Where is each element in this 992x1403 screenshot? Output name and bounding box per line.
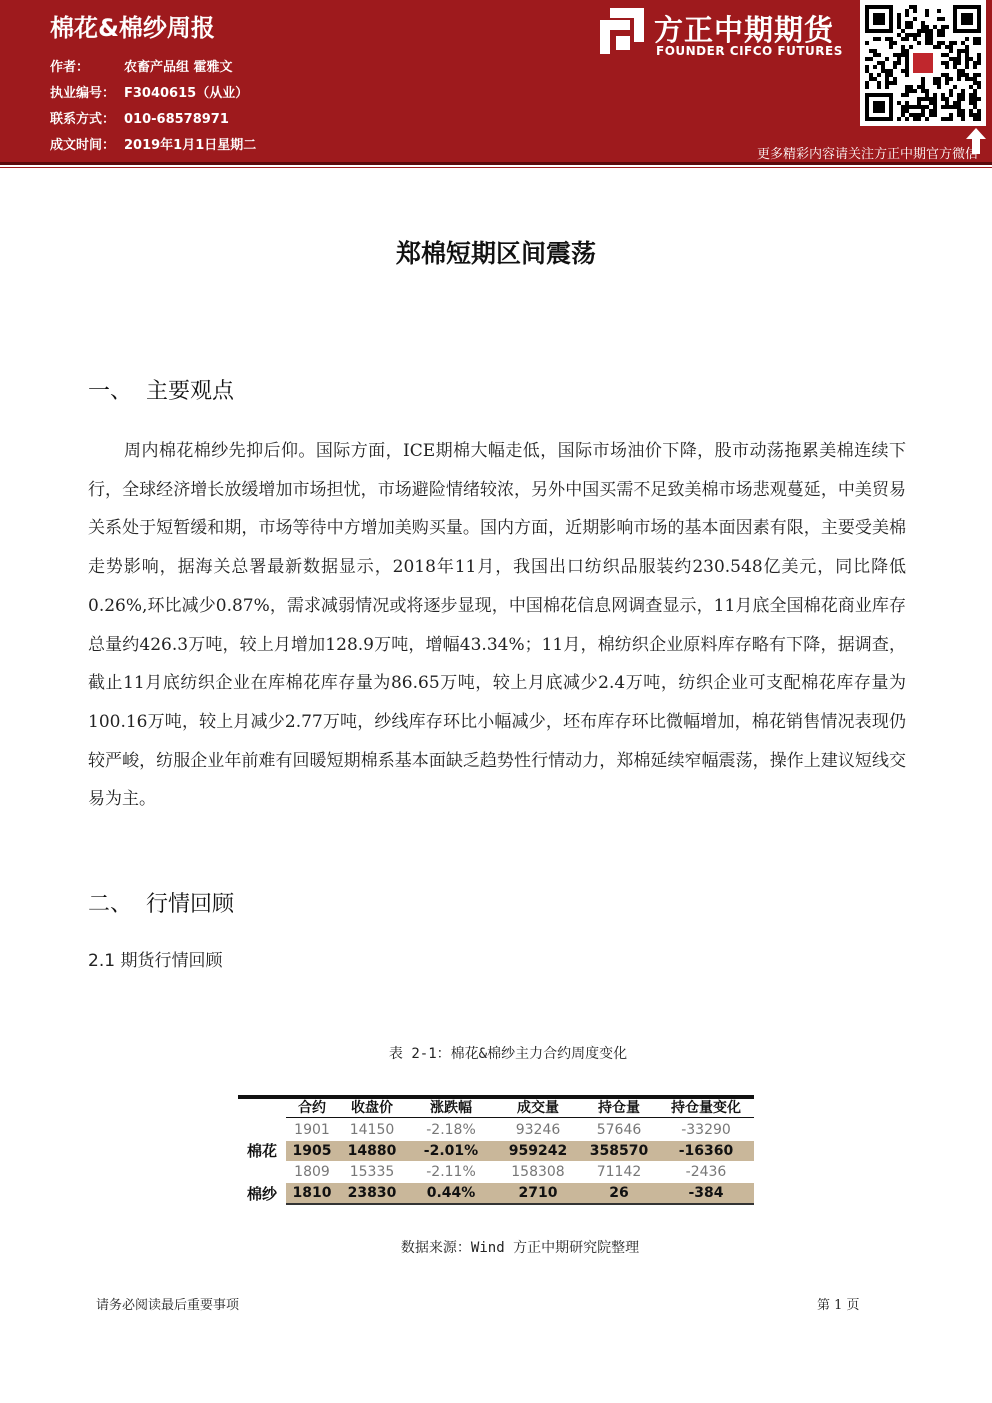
- table-cell: 15335: [349, 1164, 395, 1180]
- author-value: 农畜产品组 霍雅文: [124, 60, 233, 75]
- table-cell: 358570: [589, 1143, 649, 1159]
- main-views-paragraph: 周内棉花棉纱先抑后仰。国际方面，ICE期棉大幅走低，国际市场油价下降，股市动荡拖累美棉连续下行，全球经济增长放缓增加市场担忧，市场避险情绪较浓，另外中国买需不足致美棉市场悲观蔓延，中美贸易关系处于短暂缓和期，市场等待中方增加美购买量。国内方面，近期影响市场的基本面因素有限，主要受美棉走势影响，据海关总署最新数据显示，2018年11月，我国出口纺织品服装约230.548亿美元，同比降低0.26%,环比减少0.87%，需求减弱情况或将逐步显现，中国棉花信息网调查显示，11月底全国棉花商业库存总量约426.3万吨，较上月增加128.9万吨，增幅43.34%；11月，棉纺织企业原料库存略有下降，据调查，截止11月底纺织企业在库棉花库存量为86.65万吨，较上月底减少2.4万吨，纺织企业可支配棉花库存量为100.16万吨，较上月减少2.77万吨，纱线库存环比小幅减少，坯布库存环比微幅增加，棉花销售情况表现仍较严峻，纺服企业年前难有回暖短期棉系基本面缺乏趋势性行情动力，郑棉延续窄幅震荡，操作上建议短线交易为主。: [88, 441, 906, 810]
- table-header-rule: [286, 1117, 754, 1118]
- subsection-heading-futures-review: 2.1 期货行情回顾: [88, 951, 223, 971]
- section-title: 行情回顾: [146, 892, 235, 917]
- contact-line: [50, 108, 229, 127]
- table-cell: -33290: [681, 1122, 731, 1138]
- follow-wechat-text: 更多精彩内容请关注方正中期官方微信: [756, 147, 978, 162]
- table-header-cell: 持仓量: [598, 1100, 640, 1116]
- table-caption: 表 2-1：棉花&棉纱主力合约周度变化: [388, 1046, 628, 1062]
- report-type-title: 棉花&棉纱周报: [50, 14, 215, 42]
- table-cell: -2.01%: [423, 1143, 479, 1159]
- section-number: 一、: [88, 379, 133, 404]
- table-cell: 0.44%: [426, 1185, 476, 1201]
- table-cell: 1809: [294, 1164, 330, 1180]
- table-row: [286, 1162, 754, 1182]
- table-cell: 93246: [515, 1122, 561, 1138]
- table-cell: -384: [688, 1185, 724, 1201]
- table-cell: 26: [609, 1185, 629, 1201]
- table-cell: 2710: [518, 1185, 558, 1201]
- logo-english-name: FOUNDER CIFCO FUTURES: [656, 44, 843, 58]
- wechat-qr-code: [860, 0, 986, 126]
- table-cell: -16360: [678, 1143, 734, 1159]
- table-row: [286, 1141, 754, 1161]
- author-line: [50, 56, 233, 75]
- table-cell: 1905: [292, 1143, 332, 1159]
- contact-value: 010-68578971: [124, 112, 229, 127]
- section-title: 主要观点: [146, 379, 235, 404]
- license-label: 执业编号：: [50, 86, 116, 101]
- table-cell: 959242: [508, 1143, 568, 1159]
- license-line: [50, 82, 248, 101]
- table-group-label-yarn: 棉纱: [246, 1185, 277, 1203]
- table-header-cell: 合约: [298, 1100, 326, 1116]
- table-group-label-cotton: 棉花: [246, 1142, 277, 1160]
- table-row: [286, 1120, 754, 1140]
- report-header-band: [0, 0, 992, 162]
- table-cell: 1901: [294, 1122, 330, 1138]
- table-cell: 71142: [596, 1164, 642, 1180]
- date-value: 2019年1月1日星期二: [124, 138, 257, 153]
- table-header-cell: 收盘价: [351, 1100, 393, 1116]
- header-divider-thin: [0, 167, 992, 168]
- section-heading-market-review: [88, 887, 234, 918]
- table-header-cell: 涨跌幅: [430, 1100, 472, 1116]
- table-cell: -2.18%: [426, 1122, 476, 1138]
- contact-label: 联系方式：: [50, 112, 116, 127]
- date-label: 成文时间：: [50, 138, 116, 153]
- table-cell: 14880: [347, 1143, 397, 1159]
- company-logo: [600, 8, 850, 66]
- table-cell: 1810: [292, 1185, 332, 1201]
- date-line: [50, 134, 256, 153]
- qr-code-icon: [865, 5, 981, 121]
- author-label: 作者：: [50, 60, 90, 75]
- logo-mark-icon: [600, 8, 644, 54]
- license-value: F3040615（从业）: [124, 86, 249, 101]
- report-title: 郑棉短期区间震荡: [395, 239, 596, 268]
- table-cell: 23830: [347, 1185, 397, 1201]
- footer-disclaimer-note: 请务必阅读最后重要事项: [96, 1298, 240, 1313]
- section-heading-main-views: [88, 374, 234, 405]
- table-header-cell: 持仓量变化: [671, 1100, 741, 1116]
- data-source-note: 数据来源：Wind 方正中期研究院整理: [400, 1240, 640, 1256]
- table-cell: 14150: [349, 1122, 395, 1138]
- logo-chinese-name: 方正中期期货: [654, 13, 835, 47]
- table-header-cell: 成交量: [517, 1100, 559, 1116]
- table-cell: 57646: [596, 1122, 642, 1138]
- header-divider: [0, 162, 992, 165]
- table-cell: -2.11%: [426, 1164, 476, 1180]
- table-cell: -2436: [685, 1164, 727, 1180]
- footer-page-number: 第 1 页: [817, 1298, 860, 1313]
- section-number: 二、: [88, 892, 133, 917]
- table-bottom-rule: [286, 1203, 754, 1205]
- table-row: [286, 1183, 754, 1203]
- table-cell: 158308: [511, 1164, 565, 1180]
